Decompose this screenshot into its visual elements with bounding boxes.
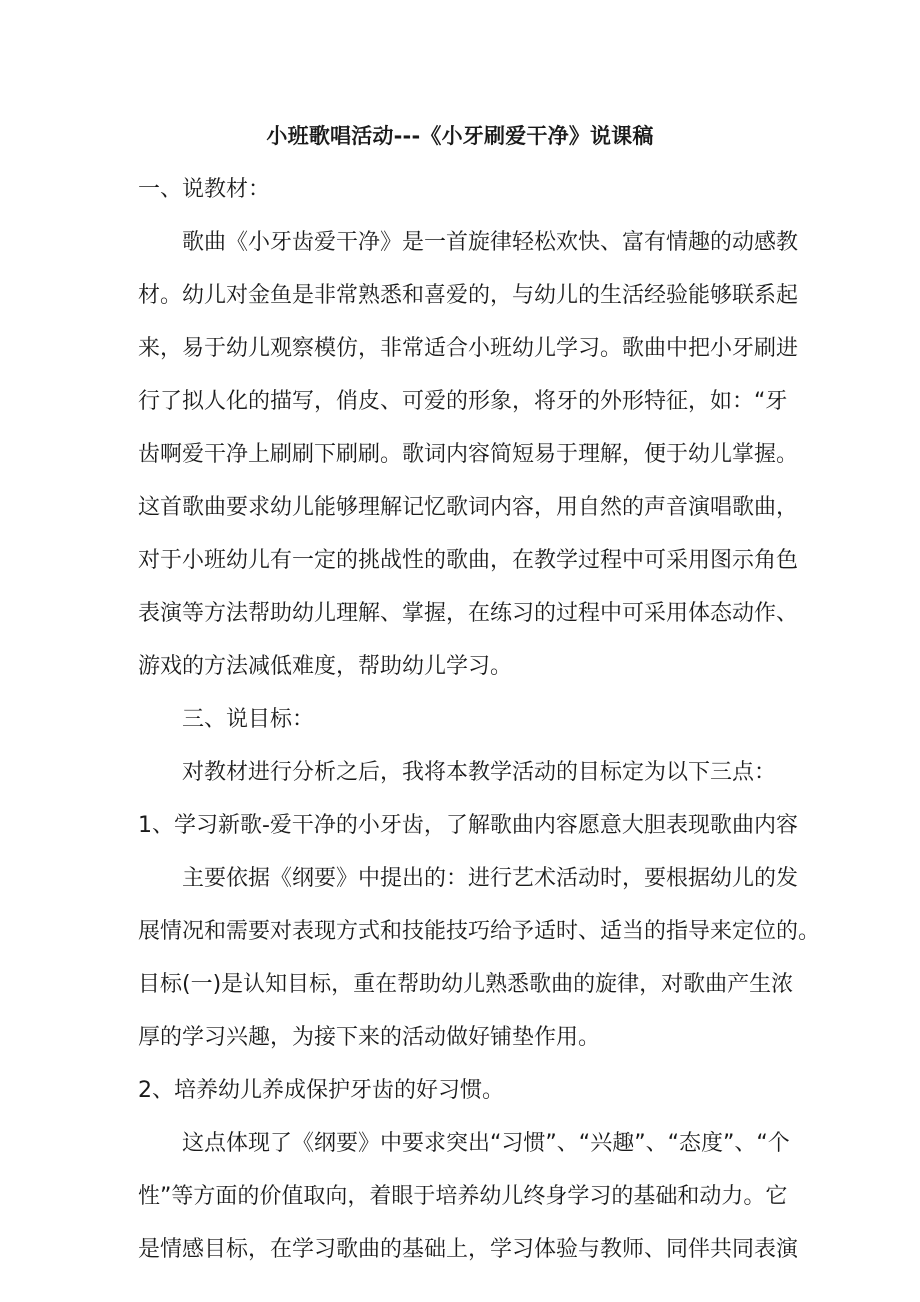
- paragraph-line: 齿啊爱干净上刷刷下刷刷。歌词内容简短易于理解，便于幼儿掌握。: [138, 442, 799, 467]
- paragraph-line: 目标(一)是认知目标，重在帮助幼儿熟悉歌曲的旋律，对歌曲产生浓: [138, 972, 794, 997]
- goal-item-2: 2、培养幼儿养成保护牙齿的好习惯。: [138, 1078, 504, 1103]
- paragraph-line: 材。幼儿对金鱼是非常熟悉和喜爱的，与幼儿的生活经验能够联系起: [138, 283, 799, 308]
- paragraph-line: 性”等方面的价值取向，着眼于培养幼儿终身学习的基础和动力。它: [138, 1184, 788, 1209]
- paragraph-line: 对于小班幼儿有一定的挑战性的歌曲，在教学过程中可采用图示角色: [138, 548, 799, 573]
- paragraph-line: 这首歌曲要求幼儿能够理解记忆歌词内容，用自然的声音演唱歌曲，: [138, 495, 799, 520]
- paragraph-line: 主要依据《纲要》中提出的：进行艺术活动时，要根据幼儿的发: [182, 866, 799, 891]
- section-heading-materials: 一、说教材：: [138, 177, 271, 202]
- paragraph-line: 这点体现了《纲要》中要求突出“习惯”、“兴趣”、“态度”、“个: [182, 1131, 790, 1156]
- paragraph-line: 厚的学习兴趣，为接下来的活动做好铺垫作用。: [138, 1025, 601, 1050]
- section-heading-goals: 三、说目标：: [182, 707, 315, 732]
- paragraph-line: 歌曲《小牙齿爱干净》是一首旋律轻松欢快、富有情趣的动感教: [182, 230, 799, 255]
- paragraph-line: 是情感目标，在学习歌曲的基础上，学习体验与教师、同伴共同表演: [138, 1237, 799, 1262]
- paragraph-line: 游戏的方法减低难度，帮助幼儿学习。: [138, 654, 513, 679]
- document-title: 小班歌唱活动---《小牙刷爱干净》说课稿: [266, 124, 654, 148]
- goal-item-1: 1、学习新歌-爱干净的小牙齿，了解歌曲内容愿意大胆表现歌曲内容: [138, 813, 798, 838]
- paragraph-line: 表演等方法帮助幼儿理解、掌握，在练习的过程中可采用体态动作、: [138, 601, 799, 626]
- paragraph-line: 来，易于幼儿观察模仿，非常适合小班幼儿学习。歌曲中把小牙刷进: [138, 336, 799, 361]
- paragraph-line: 展情况和需要对表现方式和技能技巧给予适时、适当的指导来定位的。: [138, 919, 821, 944]
- paragraph-line: 对教材进行分析之后，我将本教学活动的目标定为以下三点：: [182, 760, 777, 785]
- paragraph-line: 行了拟人化的描写，俏皮、可爱的形象，将牙的外形特征，如：“牙: [138, 389, 788, 414]
